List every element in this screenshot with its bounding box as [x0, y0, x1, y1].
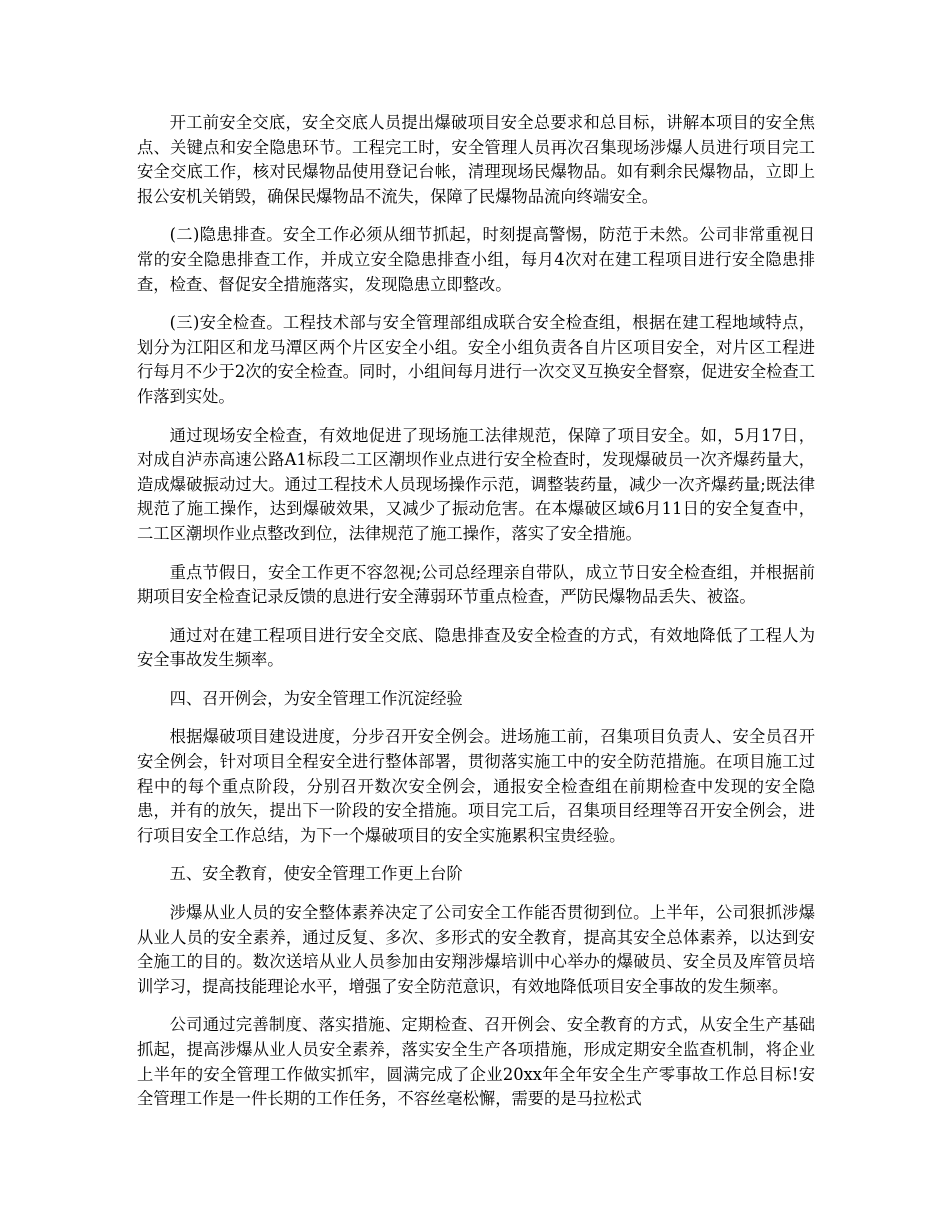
section-heading-education: 五、安全教育，使安全管理工作更上台阶 [169, 864, 463, 884]
paragraph-hazard-inspection: (二)隐患排查。安全工作必须从细节抓起，时刻提高警惕，防范于未然。公司非常重视日常的安全隐患排查工作，并成立安全隐患排查小组，每月4次对在建工程项目进行安全隐患排查，检查、督促安全措施落实，发现隐患立即整改。 [137, 225, 815, 294]
paragraph-preshift-briefing: 开工前安全交底，安全交底人员提出爆破项目安全总要求和总目标，讲解本项目的安全焦点、关键点和安全隐患环节。工程完工时，安全管理人员再次召集现场涉爆人员进行项目完工安全交底工作，核对民爆物品使用登记台帐，清理现场民爆物品。如有剩余民爆物品，立即上报公安机关销毁，确保民爆物品不流失，保障了民爆物品流向终端安全。 [137, 113, 815, 206]
paragraph-summary: 通过对在建工程项目进行安全交底、隐患排查及安全检查的方式，有效地降低了工程人为安全事故发生频率。 [137, 625, 815, 670]
paragraph-meetings: 根据爆破项目建设进度，分步召开安全例会。进场施工前，召集项目负责人、安全员召开安全例会，针对项目全程安全进行整体部署，贯彻落实施工中的安全防范措施。在项目施工过程中的每个重点阶段，分别召开数次安全例会，通报安全检查组在前期检查中发现的安全隐患，并有的放矢，提出下一阶段的安全措施。项目完工后，召集项目经理等召开安全例会，进行项目安全工作总结，为下一个爆破项目的安全实施累积宝贵经验。 [137, 727, 815, 845]
paragraph-safety-check: (三)安全检查。工程技术部与安全管理部组成联合安全检查组，根据在建工程地域特点，划分为江阳区和龙马潭区两个片区安全小组。安全小组负责各自片区项目安全，对片区工程进行每月不少于2次的安全检查。同时，小组间每月进行一次交叉互换安全督察，促进安全检查工作落到实处。 [137, 313, 815, 406]
paragraph-site-check-results: 通过现场安全检查，有效地促进了现场施工法律规范，保障了项目安全。如，5月17日，对成自泸赤高速公路A1标段二工区潮坝作业点进行安全检查时，发现爆破员一次齐爆药量大，造成爆破振动过大。通过工程技术人员现场操作示范，调整装药量，减少一次齐爆药量;既法律规范了施工操作，达到爆破效果，又减少了振动危害。在本爆破区域6月11日的安全复查中，二工区潮坝作业点整改到位，法律规范了施工操作，落实了安全措施。 [137, 425, 815, 543]
paragraph-holiday-check: 重点节假日，安全工作更不容忽视;公司总经理亲自带队，成立节日安全检查组，并根据前期项目安全检查记录反馈的息进行安全薄弱环节重点检查，严防民爆物品丢失、被盗。 [137, 562, 815, 607]
paragraph-conclusion: 公司通过完善制度、落实措施、定期检查、召开例会、安全教育的方式，从安全生产基础抓起，提高涉爆从业人员安全素养，落实安全生产各项措施，形成定期安全监查机制，将企业上半年的安全管理工作做实抓牢，圆满完成了企业20xx年全年安全生产零事故工作总目标!安全管理工作是一件长期的工作任务，不容丝毫松懈，需要的是马拉松式 [137, 1015, 815, 1109]
section-heading-meetings: 四、召开例会，为安全管理工作沉淀经验 [169, 688, 463, 708]
paragraph-education: 涉爆从业人员的安全整体素养决定了公司安全工作能否贯彻到位。上半年，公司狠抓涉爆从业人员的安全素养，通过反复、多次、多形式的安全教育，提高其安全总体素养，以达到安全施工的目的。数次送培从业人员参加由安翔涉爆培训中心举办的爆破员、安全员及库管员培训学习，提高技能理论水平，增强了安全防范意识，有效地降低项目安全事故的发生频率。 [137, 903, 815, 996]
